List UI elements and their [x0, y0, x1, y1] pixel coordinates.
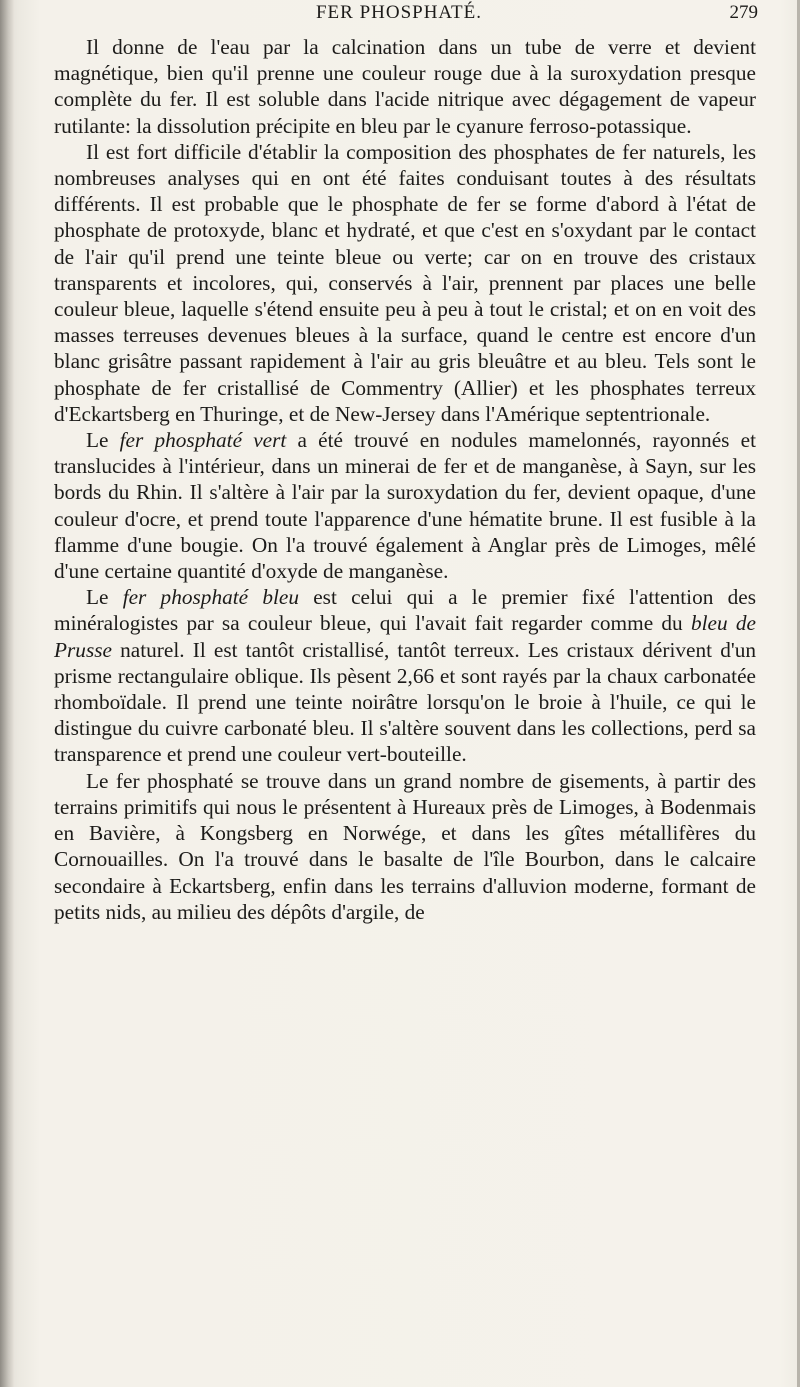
page-binding-shadow: [0, 0, 14, 1387]
page-body: [54, 34, 756, 925]
page-header: [40, 2, 758, 32]
paragraph-text: naturel. Il est tantôt cristallisé, tantôt terreux. Les cristaux dérivent d'un prisme rectangulaire oblique. Ils pèsent 2,66 et sont rayés par la chaux carbonatée rhomboïdale. Il prend une teinte noirâtre lorsqu'on le broie à l'huile, ce qui le distingue du cuivre carbonaté bleu. Il s'altère souvent dans les collections, perd sa transparence et prend une couleur vert-bouteille.: [54, 637, 756, 767]
paragraph-5: [54, 768, 756, 925]
term-fer-phosphate-vert: fer phosphaté vert: [119, 428, 287, 453]
paragraph-1: [54, 34, 756, 139]
paragraph-text: Il est fort difficile d'établir la composition des phosphates de fer naturels, les nombreuses analyses qui en ont été faites conduisant toutes à des résultats différents. Il est probable que le phosphate de fer se forme d'abord à l'état de phosphate de protoxyde, blanc et hydraté, et que c'est en s'oxydant par le contact de l'air qu'il prend une teinte bleue ou verte; car on en trouve des cristaux transparents et incolores, qui, conservés à l'air, prennent par places une belle couleur bleue, laquelle s'étend ensuite peu à peu à tout le cristal; et on en voit des masses terreuses devenues bleues à la surface, quand le centre est encore d'un blanc grisâtre passant rapidement à l'air au gris bleuâtre et au bleu. Tels sont le phosphate de fer cristallisé de Commentry (Allier) et les phosphates terreux d'Eckartsberg en Thuringe, et de New-Jersey dans l'Amérique septentrionale.: [54, 139, 756, 426]
paragraph-2: [54, 139, 756, 427]
paragraph-text: Il donne de l'eau par la calcination dans un tube de verre et devient magnétique, bien qu'il prenne une couleur rouge due à la suroxydation presque complète du fer. Il est soluble dans l'acide nitrique avec dégagement de vapeur rutilante: la dissolution précipite en bleu par le cyanure ferroso-potassique.: [54, 35, 756, 138]
paragraph-text: a été trouvé en nodules mamelonnés, rayonnés et translucides à l'intérieur, dans un minerai de fer et de manganèse, à Sayn, sur les bords du Rhin. Il s'altère à l'air par la suroxydation du fer, devient opaque, d'une couleur d'ocre, et prend toute l'apparence d'une hématite brune. Il est fusible à la flamme d'une bougie. On l'a trouvé également à Anglar près de Limoges, mêlé d'une certaine quantité d'oxyde de manganèse.: [54, 428, 756, 584]
term-bleu-de-prusse: bleu de Prusse: [54, 611, 756, 662]
paragraph-4: [54, 584, 756, 767]
paragraph-lead: Le: [86, 428, 120, 453]
term-fer-phosphate-bleu: fer phosphaté bleu: [122, 585, 299, 610]
running-head: FER PHOSPHATÉ.: [315, 2, 483, 23]
paragraph-3: [54, 427, 756, 584]
paragraph-lead: Le: [86, 585, 123, 610]
paragraph-text: Le fer phosphaté se trouve dans un grand nombre de gisements, à partir des terrains primitifs qui nous le présentent à Hureaux près de Limoges, à Bodenmais en Bavière, à Kongsberg en Norwége, et dans les gîtes métallifères du Cornouailles. On l'a trouvé dans le basalte de l'île Bourbon, dans le calcaire secondaire à Eckartsberg, enfin dans les terrains d'alluvion moderne, formant de petits nids, au milieu des dépôts d'argile, de: [54, 768, 756, 924]
paragraph-text: est celui qui a le premier fixé l'attention des minéralogistes par sa couleur bleue, qui l'avait fait regarder comme du: [54, 585, 756, 636]
page-number: 279: [729, 2, 758, 23]
